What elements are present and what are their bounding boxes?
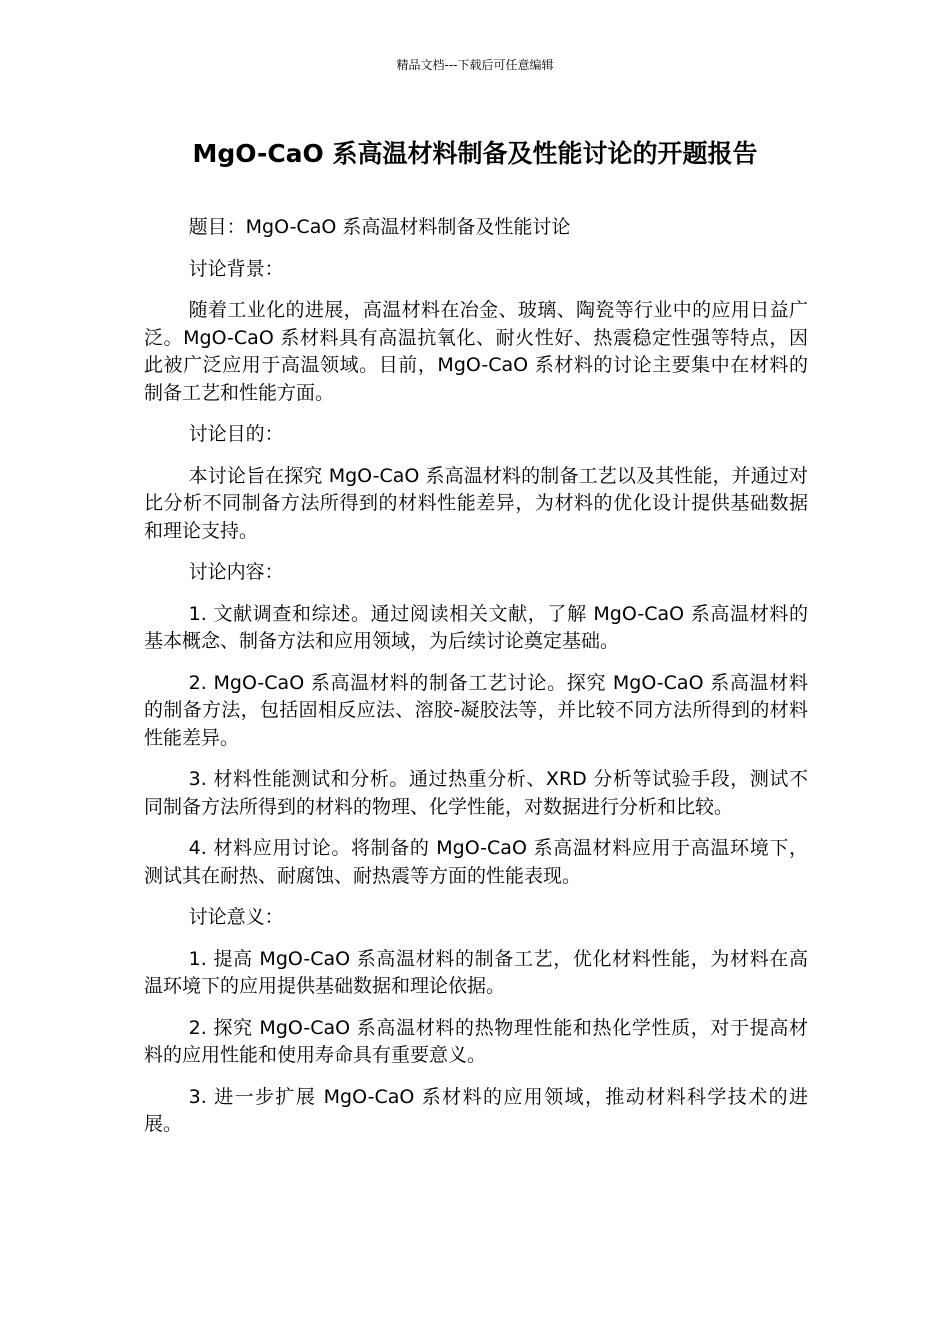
background-paragraph: 随着工业化的进展，高温材料在冶金、玻璃、陶瓷等行业中的应用日益广泛。MgO-CaO 系材料具有高温抗氧化、耐火性好、热震稳定性强等特点，因此被广泛应用于高温领域。目前，MgO-CaO 系材料的讨论主要集中在材料的制备工艺和性能方面。 [144, 299, 808, 404]
content-item-3: 3. 材料性能测试和分析。通过热重分析、XRD 分析等试验手段，测试不同制备方法所得到的材料的物理、化学性能，对数据进行分析和比较。 [144, 768, 808, 818]
significance-item-2: 2. 探究 MgO-CaO 系高温材料的热物理性能和热化学性质，对于提高材料的应用性能和使用寿命具有重要意义。 [144, 1016, 808, 1066]
document-body [144, 214, 808, 1153]
section-heading-background: 讨论背景： [188, 257, 284, 280]
content-item-2: 2. MgO-CaO 系高温材料的制备工艺讨论。探究 MgO-CaO 系高温材料的制备方法，包括固相反应法、溶胶-凝胶法等，并比较不同方法所得到的材料性能差异。 [144, 671, 808, 749]
section-heading-significance: 讨论意义： [188, 906, 284, 928]
topic-line: 题目：MgO-CaO 系高温材料制备及性能讨论 [188, 216, 571, 238]
content-item-1: 1. 文献调查和综述。通过阅读相关文献，了解 MgO-CaO 系高温材料的基本概念、制备方法和应用领域，为后续讨论奠定基础。 [144, 602, 808, 652]
purpose-paragraph: 本讨论旨在探究 MgO-CaO 系高温材料的制备工艺以及其性能，并通过对比分析不同制备方法所得到的材料性能差异，为材料的优化设计提供基础数据和理论支持。 [144, 464, 808, 542]
significance-item-3: 3. 进一步扩展 MgO-CaO 系材料的应用领域，推动材料科学技术的进展。 [144, 1085, 808, 1135]
section-heading-content: 讨论内容： [188, 561, 284, 583]
document-title: MgO-CaO 系高温材料制备及性能讨论的开题报告 [192, 139, 758, 168]
header-note: 精品文档---下载后可任意编辑 [396, 58, 554, 72]
significance-item-1: 1. 提高 MgO-CaO 系高温材料的制备工艺，优化材料性能，为材料在高温环境下的应用提供基础数据和理论依据。 [144, 947, 808, 997]
section-heading-purpose: 讨论目的： [188, 423, 284, 445]
content-item-4: 4. 材料应用讨论。将制备的 MgO-CaO 系高温材料应用于高温环境下，测试其在耐热、耐腐蚀、耐热震等方面的性能表现。 [144, 837, 808, 887]
